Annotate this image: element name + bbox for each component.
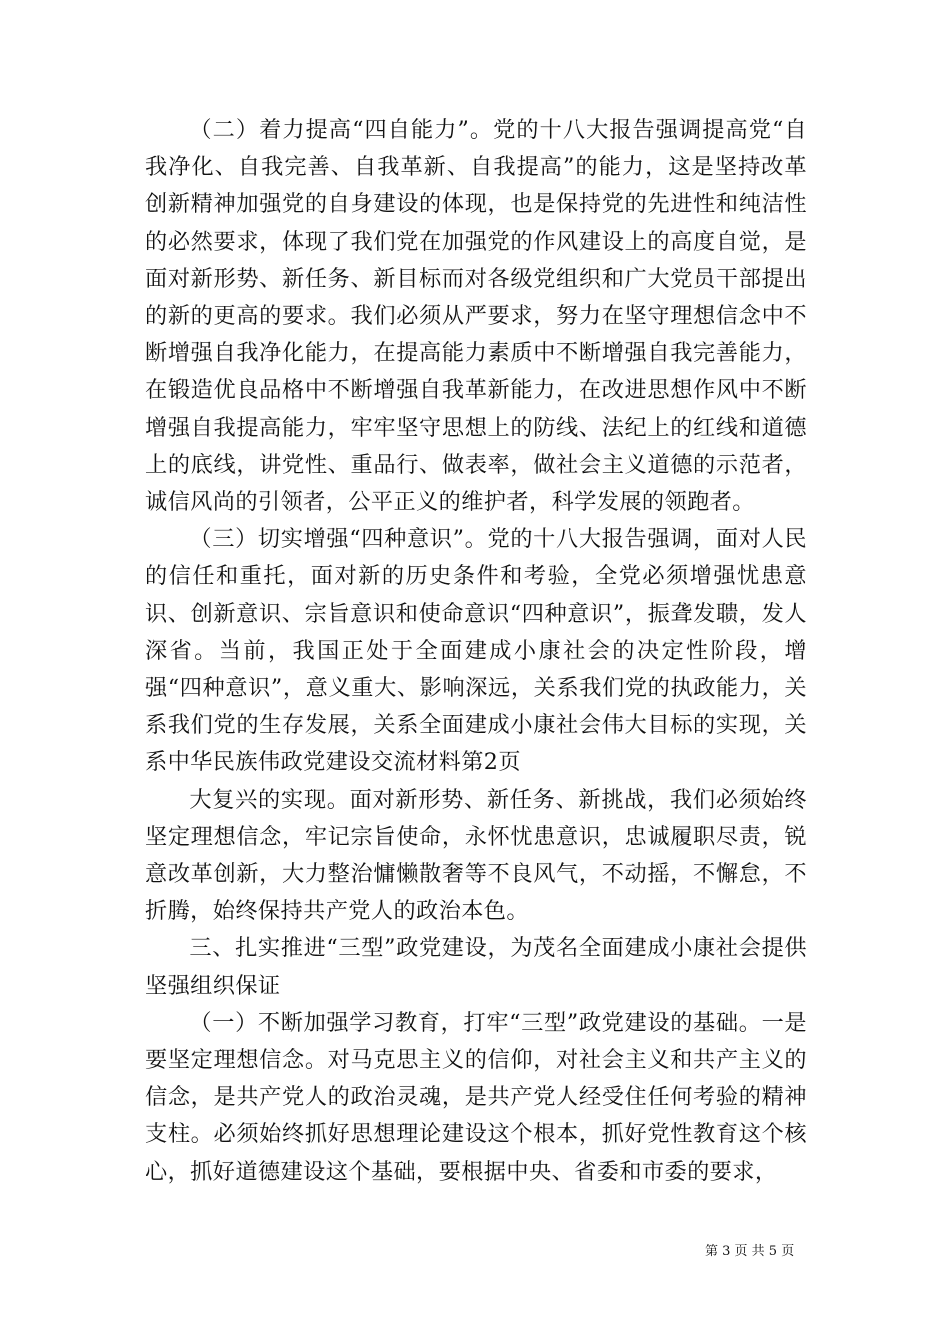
section-heading-three-type-party: 三、扎实推进“三型”政党建设，为茂名全面建成小康社会提供坚强组织保证: [145, 935, 807, 999]
document-body: [145, 112, 807, 1191]
paragraph-learning-education: （一）不断加强学习教育，打牢“三型”政党建设的基础。一是要坚定理想信念。对马克思主义的信仰，对社会主义和共产主义的信念，是共产党人的政治灵魂，是共产党人经受住任何考验的精神支柱。必须始终抓好思想理论建设这个根本，抓好党性教育这个核心，抓好道德建设这个基础，要根据中央、省委和市委的要求，: [145, 1009, 807, 1185]
page-number-footer: 第 3 页 共 5 页: [705, 1244, 795, 1259]
paragraph-great-rejuvenation: 大复兴的实现。面对新形势、新任务、新挑战，我们必须始终坚定理想信念，牢记宗旨使命，永怀忧患意识，忠诚履职尽责，锐意改革创新，大力整治慵懒散奢等不良风气，不动摇，不懈怠，不折腾，始终保持共产党人的政治本色。: [145, 786, 807, 925]
paragraph-four-self-abilities: （二）着力提高“四自能力”。党的十八大报告强调提高党“自我净化、自我完善、自我革新、自我提高”的能力，这是坚持改革创新精神加强党的自身建设的体现，也是保持党的先进性和纯洁性的必然要求，体现了我们党在加强党的作风建设上的高度自觉，是面对新形势、新任务、新目标而对各级党组织和广大党员干部提出的新的更高的要求。我们必须从严要求，努力在坚守理想信念中不断增强自我净化能力，在提高能力素质中不断增强自我完善能力，在锻造优良品格中不断增强自我革新能力，在改进思想作风中不断增强自我提高能力，牢牢坚守思想上的防线、法纪上的红线和道德上的底线，讲党性、重品行、做表率，做社会主义道德的示范者，诚信风尚的引领者，公平正义的维护者，科学发展的领跑者。: [145, 117, 807, 516]
paragraph-four-awareness: （三）切实增强“四种意识”。党的十八大报告强调，面对人民的信任和重托，面对新的历史条件和考验，全党必须增强忧患意识、创新意识、宗旨意识和使命意识“四种意识”，振聋发聩，发人深省。当前，我国正处于全面建成小康社会的决定性阶段，增强“四种意识”，意义重大、影响深远，关系我们党的执政能力，关系我们党的生存发展，关系全面建成小康社会伟大目标的实现，关系中华民族伟政党建设交流材料第2页: [145, 526, 807, 776]
